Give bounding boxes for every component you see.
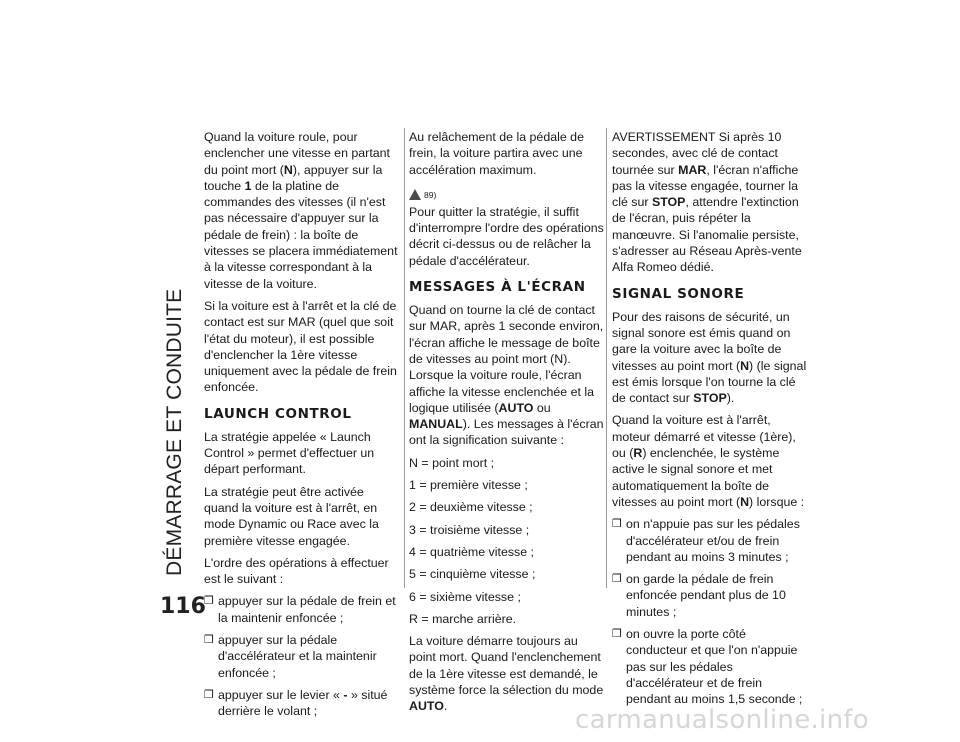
warning-reference bbox=[409, 184, 605, 200]
paragraph: Pour quitter la stratégie, il suffit d'interrompre l'ordre des opérations décrit ci-dessus ou de relâcher la pédale d'accélérateur. bbox=[409, 204, 604, 268]
list-item: ❒ appuyer sur la pédale de frein et la maintenir enfoncée ; bbox=[204, 593, 400, 626]
warning-paragraph: AVERTISSEMENT Si après 10 secondes, avec clé de contact tournée sur MAR, l'écran n'affiche pas la vitesse engagée, tourner la clé sur STOP, attendre l'extinction de l'écran, puis répéter la manœuvre. Si l'anomalie persiste, s'adresser au Réseau Après-vente Alfa Romeo dédié. bbox=[612, 130, 802, 275]
gear-line: 3 = troisième vitesse ; bbox=[409, 522, 530, 537]
gear-line: 1 = première vitesse ; bbox=[409, 478, 528, 493]
paragraph: Au relâchement de la pédale de frein, la voiture partira avec une accélération maximum. bbox=[409, 130, 584, 177]
gear-line: N = point mort ; bbox=[409, 455, 495, 470]
section-title-text: DÉMARRAGE ET CONDUITE bbox=[163, 288, 186, 576]
list-item: ❒ on ouvre la porte côté conducteur et que l'on n'appuie pas sur les pédales d'accélérateur et de frein pendant au moins 1,5 seconde ; bbox=[612, 626, 808, 707]
paragraph: Si la voiture est à l'arrêt et la clé de contact est sur MAR (quel que soit l'état du moteur), il est possible d'enclencher la 1ère vitesse uniquement avec la pédale de frein enfoncée. bbox=[204, 298, 397, 395]
paragraph: Pour des raisons de sécurité, un signal sonore est émis quand on gare la voiture avec la boîte de vitesses au point mort (N) (le signal est émis lorsque l'on tourne la clé de contact sur STOP). bbox=[612, 309, 807, 406]
column-divider bbox=[606, 128, 607, 588]
gear-line: R = marche arrière. bbox=[409, 611, 517, 626]
watermark: carmanualsonline.info bbox=[575, 705, 870, 735]
paragraph: Quand la voiture roule, pour enclencher une vitesse en partant du point mort (N), appuyer sur la touche 1 de la platine de commandes des vitesses (il n'est pas nécessaire d'appuyer sur la pédale de frein) : la boîte de vitesses se placera immédiatement à la vitesse correspondant à la vitesse de la voiture. bbox=[204, 130, 398, 291]
column-divider bbox=[404, 128, 405, 588]
paragraph: La stratégie peut être activée quand la voiture est à l'arrêt, en mode Dynamic ou Race avec la première vitesse engagée. bbox=[204, 484, 379, 548]
list-item: ❒ appuyer sur le levier « - » situé derrière le volant ; bbox=[204, 687, 400, 720]
warning-ref-number: 89) bbox=[424, 189, 437, 200]
gear-line: 4 = quatrième vitesse ; bbox=[409, 544, 535, 559]
heading-launch-control: LAUNCH CONTROL bbox=[204, 405, 352, 422]
heading-messages: MESSAGES À L'ÉCRAN bbox=[409, 279, 586, 296]
section-title bbox=[160, 136, 190, 576]
text-column-2 bbox=[409, 129, 605, 721]
paragraph: Quand la voiture est à l'arrêt, moteur démarré et vitesse (1ère), ou (R) enclenchée, le système active le signal sonore et met automatiquement la boîte de vitesses au point mort (N) lorsque : bbox=[612, 413, 805, 509]
paragraph: La voiture démarre toujours au point mort. Quand l'enclenchement de la 1ère vitesse est demandé, le système force la sélection du mode AUTO. bbox=[409, 634, 604, 714]
text-column-3 bbox=[612, 129, 808, 714]
list-item: ❒ on n'appuie pas sur les pédales d'accélérateur et/ou de frein pendant au moins 3 minutes ; bbox=[612, 516, 808, 565]
gear-line: 2 = deuxième vitesse ; bbox=[409, 500, 533, 515]
paragraph: Quand on tourne la clé de contact sur MAR, après 1 seconde environ, l'écran affiche le message de boîte de vitesses au point mort (N). Lorsque la voiture roule, l'écran affiche la vitesse enclenchée et la logique utilisée (AUTO ou MANUAL). Les messages à l'écran ont la signification suivante : bbox=[409, 303, 604, 448]
text-column-1 bbox=[204, 129, 400, 726]
gear-line: 6 = sixième vitesse ; bbox=[409, 589, 521, 604]
page-number: 116 bbox=[160, 594, 206, 619]
warning-icon bbox=[409, 189, 421, 200]
list-item: ❒ on garde la pédale de frein enfoncée pendant plus de 10 minutes ; bbox=[612, 571, 808, 620]
gear-line: 5 = cinquième vitesse ; bbox=[409, 567, 536, 582]
list-item: ❒ appuyer sur la pédale d'accélérateur et la maintenir enfoncée ; bbox=[204, 632, 400, 681]
paragraph: La stratégie appelée « Launch Control » permet d'effectuer un départ performant. bbox=[204, 429, 375, 477]
paragraph: L'ordre des opérations à effectuer est le suivant : bbox=[204, 555, 389, 587]
heading-signal-sonore: SIGNAL SONORE bbox=[612, 285, 745, 302]
